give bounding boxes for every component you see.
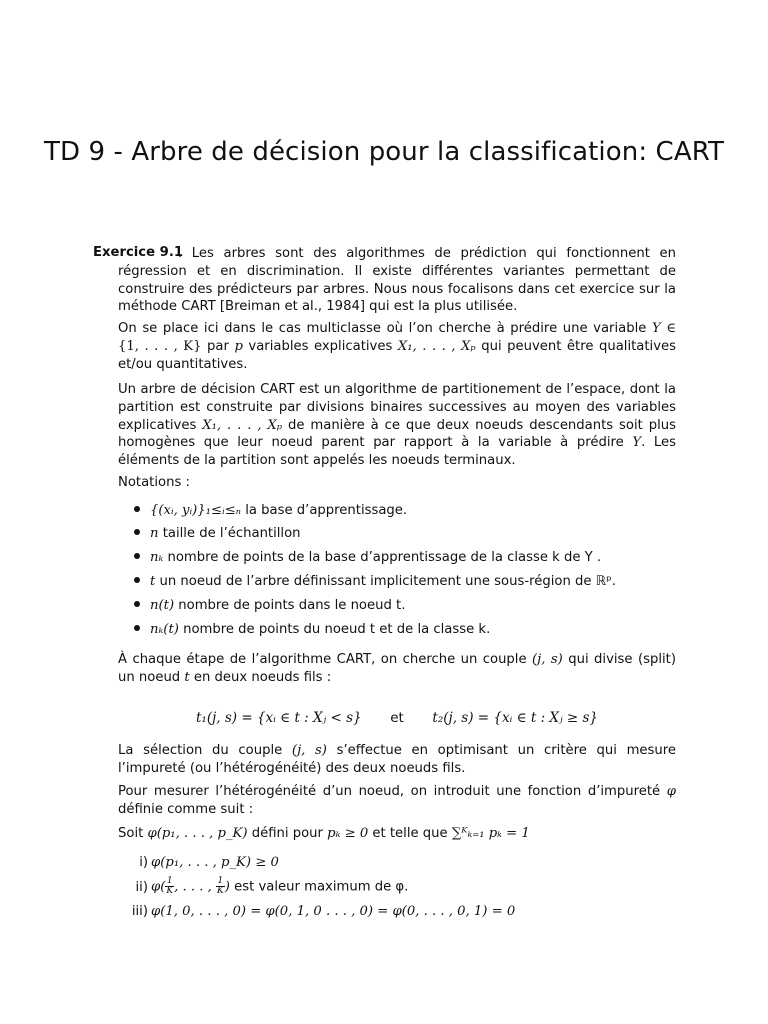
para4-a: À chaque étape de l’algorithme CART, on cherche un couple (118, 652, 533, 667)
para4-b: qui divise (split) un noeud (118, 652, 676, 685)
intro-paragraph: . Les arbres sont des algorithmes de prédiction qui fonctionnent en régression et en discrimination. Il existe différentes variantes permettant de construire des prédicteurs par arbres. Nous nous focalisons dans cet exercice sur la méthode CART [Breiman et al., 1984] qui est la plus utilisée. (118, 246, 676, 315)
bullet-icon (134, 506, 140, 512)
para2-b: par (201, 338, 235, 354)
bullet-icon (134, 529, 140, 535)
fraction: $\frac{1}{K}$ (217, 876, 224, 896)
para7-cond: pₖ ≥ 0 (327, 826, 369, 841)
list-item: nₖ(t) nombre de points du noeud t et de la classe k. (134, 622, 490, 637)
para4-c: en deux noeuds fils : (189, 669, 332, 685)
para5-a: La sélection du couple (118, 743, 292, 758)
para4-js: (j, s) (532, 652, 563, 667)
list-item: t un noeud de l’arbre définissant implicitement une sous-région de ℝᵖ. (134, 574, 616, 589)
para7-b: défini pour (247, 826, 328, 841)
property-math: φ(p₁, . . . , p_K) ≥ 0 (151, 855, 279, 870)
para2-d: qui peuvent être qualitatives et/ou quantitatives. (118, 338, 676, 372)
para2-p: p (234, 338, 243, 354)
paragraph-cart-definition (118, 381, 676, 470)
para4-t: t (184, 669, 190, 685)
paragraph-phi-definition (118, 825, 676, 843)
para3-vars: X₁, . . . , Xₚ (202, 417, 283, 433)
para2-c: variables explicatives (242, 338, 398, 354)
list-item: ii) φ( $\frac{1}{K}$ , . . . , $\frac{1}{K}$ ) est valeur maximum de φ. (118, 877, 408, 896)
bullet-icon (134, 577, 140, 583)
para5-js: (j, s) (291, 743, 327, 758)
list-item: n taille de l’échantillon (134, 526, 301, 541)
property-text: est valeur maximum de φ. (229, 879, 409, 895)
list-item (118, 855, 279, 870)
para3-a: Un arbre de décision CART est un algorithme de partitionement de l’espace, dont la partition est construite par divisions binaires successives au moyen des variables explicatives (118, 382, 676, 433)
para7-c: et telle que (368, 826, 452, 841)
exercise-intro (93, 245, 676, 316)
para6-a: Pour mesurer l’hétérogénéité d’un noeud, on introduit une fonction d’impureté (118, 784, 667, 799)
para3-c: . Les éléments de la partition sont appelés les noeuds terminaux. (118, 435, 676, 469)
para6-b: définie comme suit : (118, 801, 254, 817)
para7-phi-def: φ(p₁, . . . , p_K) (147, 826, 248, 841)
para6-phi: φ (666, 784, 676, 799)
equation-separator: et (390, 710, 404, 726)
para7-a: Soit (118, 826, 148, 841)
para7-sum: ∑ᴷₖ₌₁ pₖ = 1 (451, 826, 530, 841)
para2-set: {1, . . . , K} (118, 338, 202, 354)
property-label: ii) (135, 879, 148, 895)
property-label: i) (139, 855, 148, 870)
para2-vars: X₁, . . . , Xₚ (397, 338, 476, 354)
bullet-icon (134, 553, 140, 559)
para2-a: On se place ici dans le cas multiclasse où l’on cherche à prédire une variable (118, 321, 652, 336)
paragraph-selection (118, 742, 676, 778)
equation-right: t₂(j, s) = {xᵢ ∈ t : Xⱼ ≥ s} (432, 710, 599, 726)
list-item: n(t) nombre de points dans le noeud t. (134, 598, 405, 613)
paragraph-problem-setup (118, 320, 676, 373)
property-math: φ(1, 0, . . . , 0) = φ(0, 1, 0 . . . , 0) = φ(0, . . . , 0, 1) = 0 (151, 904, 516, 919)
para5-b: s’effectue en optimisant un critère qui mesure l’impureté (ou l’hétérogénéité) des deux noeuds fils. (118, 743, 677, 776)
paragraph-impurity (118, 783, 676, 819)
list-item (118, 904, 515, 919)
paragraph-split (118, 651, 676, 687)
property-label: iii) (131, 904, 148, 919)
bullet-icon (134, 625, 140, 631)
list-item: nₖ nombre de points de la base d’apprentissage de la classe k de Y . (134, 550, 601, 565)
page-title: TD 9 - Arbre de décision pour la classification: CART (44, 137, 724, 167)
bullet-icon (134, 601, 140, 607)
equation-left: t₁(j, s) = {xᵢ ∈ t : Xⱼ < s} (196, 710, 362, 726)
list-item: {(xᵢ, yᵢ)}₁≤ᵢ≤ₙ la base d’apprentissage. (134, 503, 407, 518)
split-equation (196, 710, 598, 726)
para3-y: Y (632, 435, 642, 451)
fraction: $\frac{1}{K}$ (166, 876, 174, 896)
para2-y-in: Y ∈ (651, 321, 676, 336)
exercise-label: Exercice 9.1 (93, 245, 184, 260)
para3-b: de manière à ce que deux noeuds descendants soit plus homogènes que leur noeud parent par rapport à la variable à prédire (118, 417, 676, 451)
notations-label: Notations : (118, 475, 190, 490)
